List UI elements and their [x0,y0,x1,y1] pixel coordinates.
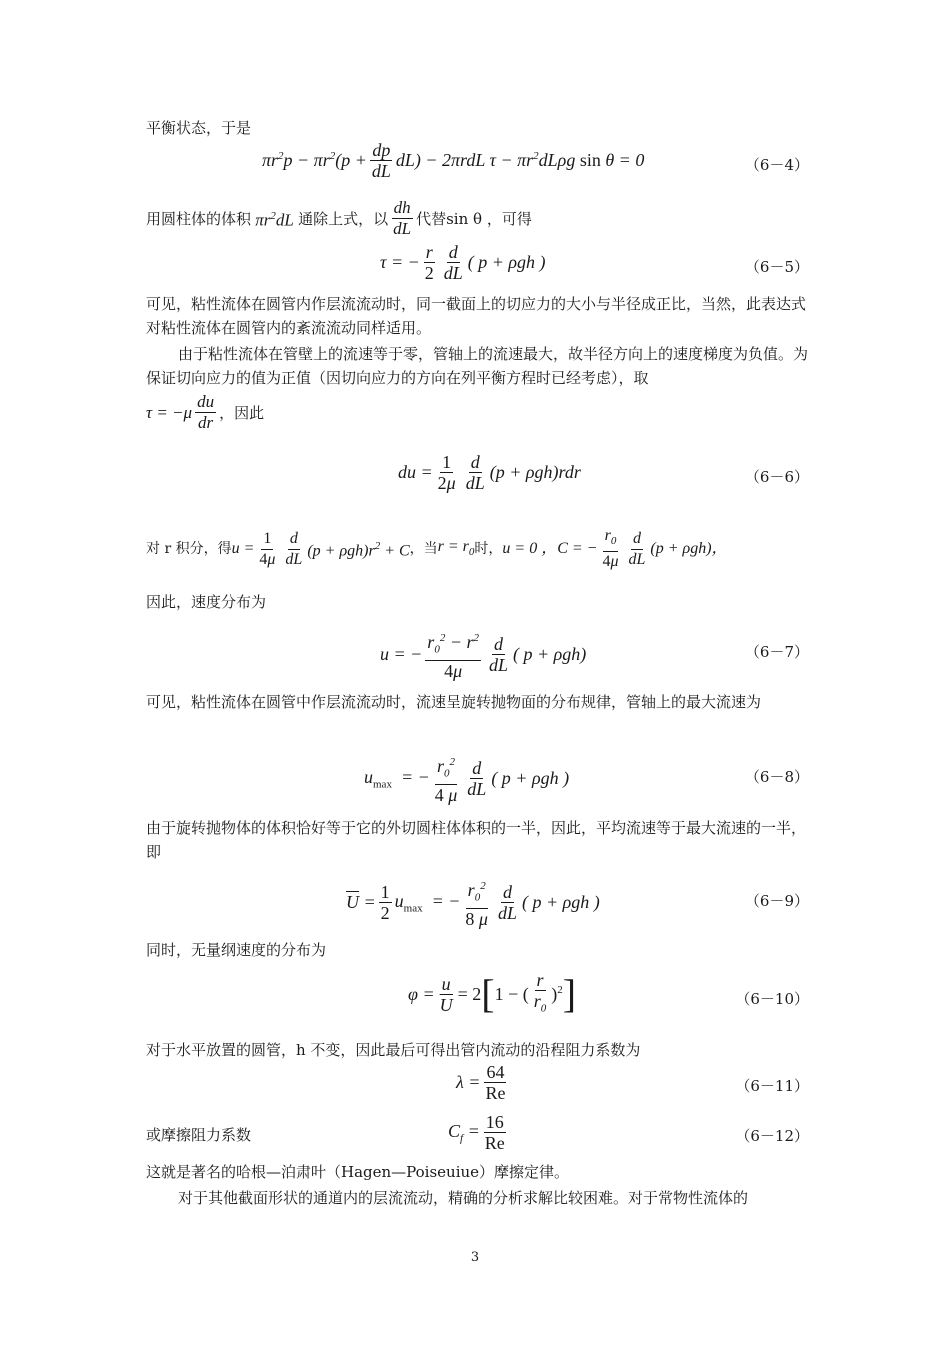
eq-number-6-7: （6－7） [744,643,809,661]
para-distribution-intro: 因此，速度分布为 [146,593,267,611]
page-number: 3 [470,1250,480,1265]
para-paraboloid: 可见，粘性流体在圆管中作层流流动时，流速呈旋转抛物面的分布规律，管轴上的最大流速为 [146,693,762,711]
para-hagen-poiseuille: 这就是著名的哈根—泊肃叶（Hagen—Poiseuiue）摩擦定律。 [146,1163,570,1181]
para-average-velocity: 由于旋转抛物体的体积恰好等于它的外切圆柱体体积的一半，因此，平均流速等于最大流速的一半，即 [146,819,807,861]
equation-6-9: $\overline{U}$ = $\frac{1}{2}$ $u_{max}$ = − $\frac{r_0^2}{8 \mu}$ $\frac{d}{dL}$ ( p + ρgh ) [346,876,600,929]
equation-6-10: φ = $\frac{u}{U}$ = 2 [ 1 − ( $\frac{r}{r_0}$ )$^2$ ] [408,970,577,1017]
para-balance: 平衡状态，于是 [146,119,252,137]
para-horizontal-pipe: 对于水平放置的圆管，h 不变，因此最后可得出管内流动的沿程阻力系数为 [146,1041,641,1059]
equation-6-6: du = $\frac{1}{2\mu}$ $\frac{d}{dL}$ (p + ρgh)rdr [398,452,581,493]
eq-number-6-4: （6－4） [744,156,809,174]
equation-6-12: $C_f$ = $\frac{16}{Re}$ [448,1112,505,1153]
equation-6-7: u = − $\frac{r_0^2 - r^2}{4\mu}$ $\frac{d}{dL}$ ( p + ρgh) [380,628,586,681]
eq-number-6-8: （6－8） [744,768,809,786]
para-friction-coefficient: 或摩擦阻力系数 [146,1126,252,1144]
para-shear-stress: 可见，粘性流体在圆管内作层流流动时，同一截面上的切应力的大小与半径成正比，当然，此表达式对粘性流体在圆管内的紊流流动同样适用。 [146,295,807,337]
equation-6-4: $\pi r^2p - \pi r^2(p$ + $\frac{dp}{dL}$ dL) − 2πrdL $\tau - \pi r^2dL\rho g$ sin θ = 0 [262,140,645,181]
para-dimensionless: 同时，无量纲速度的分布为 [146,941,327,959]
para-other-sections: 对于其他截面形状的通道内的层流流动，精确的分析求解比较困难。对于常物性流体的 [178,1189,749,1207]
eq-number-6-9: （6－9） [744,892,809,910]
para-velocity-gradient: 由于粘性流体在管壁上的流速等于零，管轴上的流速最大，故半径方向上的速度梯度为负值。为保证切向应力的值为正值（因切向应力的方向在列平衡方程时已经考虑），取 [146,345,809,387]
eq-number-6-11: （6－11） [735,1077,809,1095]
para-take-tau: τ = −μ $\frac{du}{dr}$ ，因此 [146,392,265,432]
eq-number-6-6: （6－6） [744,468,809,486]
para-integrate: 对 r 积分，得 u = $\frac{1}{4\mu}$ $\frac{d}{dL}$ $(p + \rho gh)r^2 + C$ ，当 $r = r_0$ 时， u = 0 ，C = − $\frac{r_0}{4\mu}$ $\frac{d}{dL}$ (p + ρgh)， [146,527,728,571]
eq-number-6-10: （6－10） [735,990,809,1008]
para-substitute: 用圆柱体的体积 $\pi r^2dL$ 通除上式，以 $\frac{dh}{dL}$ 代替sin θ ，可得 [146,198,532,238]
equation-6-5: τ = − $\frac{r}{2}$ $\frac{d}{dL}$ ( p + ρgh ) [380,242,546,283]
eq-number-6-12: （6－12） [735,1127,809,1145]
eq-number-6-5: （6－5） [744,258,809,276]
equation-6-8: $u_{max}$ = − $\frac{r_0^2}{4 \mu}$ $\frac{d}{dL}$ ( p + ρgh ) [364,752,569,805]
equation-6-11: λ = $\frac{64}{Re}$ [456,1062,506,1103]
